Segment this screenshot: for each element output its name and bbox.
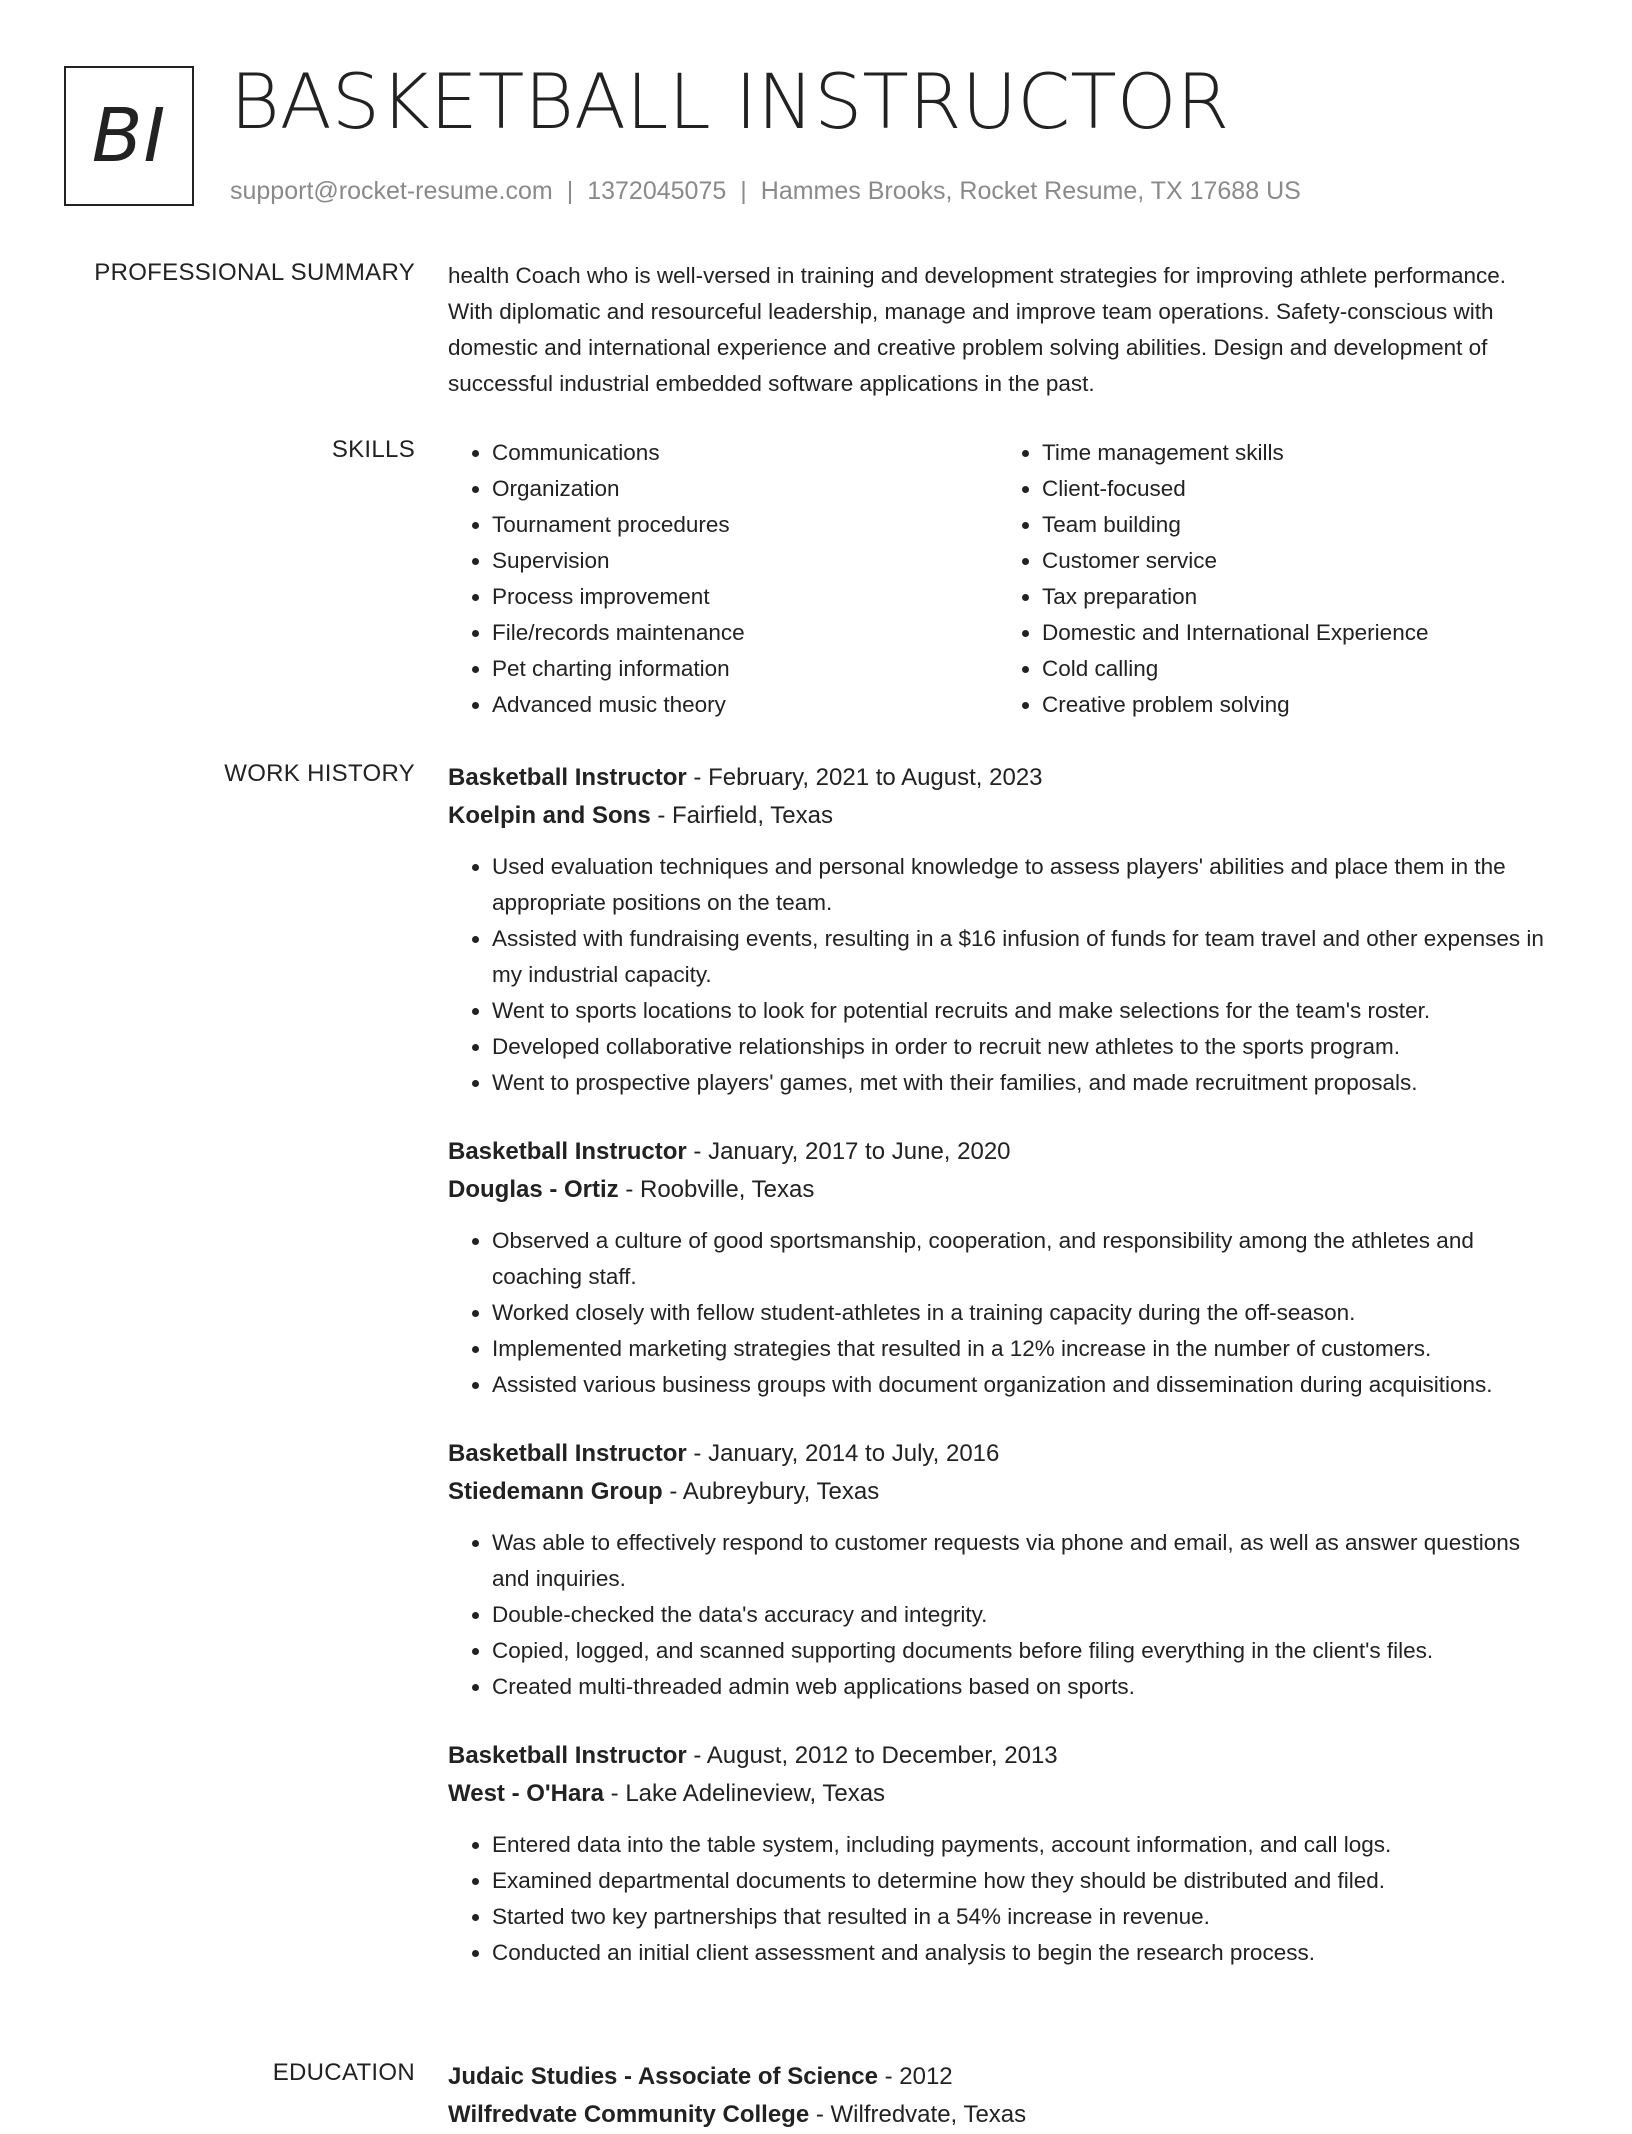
skills-label: SKILLS bbox=[331, 436, 415, 463]
skill-item: • Cold calling bbox=[1042, 651, 1548, 687]
education-degree: Judaic Studies - Associate of Science bbox=[448, 2063, 878, 2090]
job-bullets bbox=[448, 1827, 1548, 1971]
job-bullet: • Worked closely with fellow student-athletes in a training capacity during the off-season. bbox=[492, 1295, 1548, 1331]
job-bullets bbox=[448, 849, 1548, 1101]
skill-item: • Tax preparation bbox=[1042, 579, 1548, 615]
job-company-line bbox=[448, 797, 1548, 835]
education-label: EDUCATION bbox=[272, 2059, 415, 2086]
contact-email[interactable]: support@rocket-resume.com bbox=[230, 177, 553, 205]
job-company: Koelpin and Sons bbox=[448, 802, 651, 829]
job-dates: - January, 2014 to July, 2016 bbox=[686, 1440, 1000, 1467]
monogram-logo: BI bbox=[64, 66, 194, 206]
contact-line bbox=[230, 176, 1301, 206]
skill-item: • Creative problem solving bbox=[1042, 687, 1548, 723]
job-company-line bbox=[448, 1775, 1548, 1813]
education-degree-line bbox=[448, 2058, 1548, 2096]
job-bullet: • Implemented marketing strategies that resulted in a 12% increase in the number of customers. bbox=[492, 1331, 1548, 1367]
job-title-line bbox=[448, 1133, 1548, 1171]
education-school: Wilfredvate Community College bbox=[448, 2101, 810, 2128]
skill-item: • Organization bbox=[492, 471, 998, 507]
summary-body bbox=[448, 258, 1548, 402]
work-history-label: WORK HISTORY bbox=[224, 760, 415, 787]
job-entry bbox=[448, 1737, 1548, 1971]
contact-separator: | bbox=[740, 177, 747, 205]
work-history-body bbox=[448, 759, 1548, 2003]
education-location: - Wilfredvate, Texas bbox=[809, 2101, 1027, 2128]
job-bullet: • Copied, logged, and scanned supporting documents before filing everything in the client's files. bbox=[492, 1633, 1548, 1669]
summary-label: PROFESSIONAL SUMMARY bbox=[94, 259, 415, 286]
skill-item: • Customer service bbox=[1042, 543, 1548, 579]
job-bullet: • Started two key partnerships that resulted in a 54% increase in revenue. bbox=[492, 1899, 1548, 1935]
skill-item: • Supervision bbox=[492, 543, 998, 579]
skill-item: • Pet charting information bbox=[492, 651, 998, 687]
skill-item: • Advanced music theory bbox=[492, 687, 998, 723]
job-bullet: • Assisted with fundraising events, resulting in a $16 infusion of funds for team travel and other expenses in my industrial capacity. bbox=[492, 921, 1548, 993]
job-title: Basketball Instructor bbox=[448, 764, 687, 791]
job-company-line bbox=[448, 1171, 1548, 1209]
job-company: Stiedemann Group bbox=[448, 1478, 663, 1505]
job-title: Basketball Instructor bbox=[448, 1440, 687, 1467]
job-title-line bbox=[448, 1435, 1548, 1473]
education-year: - 2012 bbox=[877, 2063, 953, 2090]
skill-item: • Team building bbox=[1042, 507, 1548, 543]
contact-separator: | bbox=[566, 177, 574, 205]
skill-item: • Time management skills bbox=[1042, 435, 1548, 471]
education-body bbox=[448, 2058, 1548, 2134]
job-bullet: • Went to prospective players' games, met with their families, and made recruitment proposals. bbox=[492, 1065, 1548, 1101]
job-company-line bbox=[448, 1473, 1548, 1511]
job-bullet: • Created multi-threaded admin web applications based on sports. bbox=[492, 1669, 1548, 1705]
job-bullet: • Developed collaborative relationships in order to recruit new athletes to the sports program. bbox=[492, 1029, 1548, 1065]
job-company: Douglas - Ortiz bbox=[448, 1176, 619, 1203]
job-bullet: • Went to sports locations to look for potential recruits and make selections for the team's roster. bbox=[492, 993, 1548, 1029]
skill-item: • File/records maintenance bbox=[492, 615, 998, 651]
job-title: Basketball Instructor bbox=[448, 1742, 687, 1769]
job-dates: - August, 2012 to December, 2013 bbox=[686, 1742, 1058, 1769]
job-bullet: • Observed a culture of good sportsmanship, cooperation, and responsibility among the athletes and coaching staff. bbox=[492, 1223, 1548, 1295]
job-bullet: • Examined departmental documents to determine how they should be distributed and filed. bbox=[492, 1863, 1548, 1899]
skills-list-right bbox=[998, 435, 1548, 723]
job-dates: - January, 2017 to June, 2020 bbox=[686, 1138, 1011, 1165]
job-bullet: • Double-checked the data's accuracy and integrity. bbox=[492, 1597, 1548, 1633]
job-title: Basketball Instructor bbox=[448, 1138, 687, 1165]
job-location: - Aubreybury, Texas bbox=[662, 1478, 880, 1505]
job-title-line bbox=[448, 1737, 1548, 1775]
skill-item: • Process improvement bbox=[492, 579, 998, 615]
resume-name: BASKETBALL INSTRUCTOR bbox=[230, 57, 1230, 146]
job-title-line bbox=[448, 759, 1548, 797]
job-bullets bbox=[448, 1223, 1548, 1403]
skills-list-left bbox=[448, 435, 998, 723]
skills-body bbox=[448, 435, 1548, 723]
contact-address: Hammes Brooks, Rocket Resume, TX 17688 US bbox=[760, 177, 1301, 205]
job-bullets bbox=[448, 1525, 1548, 1705]
summary-text: health Coach who is well-versed in training and development strategies for improving athlete performance. With diplomatic and resourceful leadership, manage and improve team operations. Safety-conscious with domestic and international experience and creative problem solving abilities. Design and development of successful industrial embedded software applications in the past. bbox=[448, 263, 1507, 396]
job-entry bbox=[448, 1435, 1548, 1705]
job-company: West - O'Hara bbox=[448, 1780, 604, 1807]
job-bullet: • Assisted various business groups with document organization and dissemination during acquisitions. bbox=[492, 1367, 1548, 1403]
job-entry bbox=[448, 1133, 1548, 1403]
job-bullet: • Entered data into the table system, including payments, account information, and call logs. bbox=[492, 1827, 1548, 1863]
job-entry bbox=[448, 759, 1548, 1101]
job-bullet: • Conducted an initial client assessment and analysis to begin the research process. bbox=[492, 1935, 1548, 1971]
skill-item: • Domestic and International Experience bbox=[1042, 615, 1548, 651]
job-location: - Roobville, Texas bbox=[618, 1176, 815, 1203]
job-location: - Lake Adelineview, Texas bbox=[603, 1780, 886, 1807]
job-bullet: • Used evaluation techniques and personal knowledge to assess players' abilities and place them in the appropriate positions on the team. bbox=[492, 849, 1548, 921]
job-bullet: • Was able to effectively respond to customer requests via phone and email, as well as answer questions and inquiries. bbox=[492, 1525, 1548, 1597]
skill-item: • Tournament procedures bbox=[492, 507, 998, 543]
job-location: - Fairfield, Texas bbox=[650, 802, 833, 829]
skill-item: • Communications bbox=[492, 435, 998, 471]
contact-phone[interactable]: 1372045075 bbox=[587, 177, 727, 205]
education-school-line bbox=[448, 2096, 1548, 2134]
skill-item: • Client-focused bbox=[1042, 471, 1548, 507]
job-dates: - February, 2021 to August, 2023 bbox=[686, 764, 1043, 791]
